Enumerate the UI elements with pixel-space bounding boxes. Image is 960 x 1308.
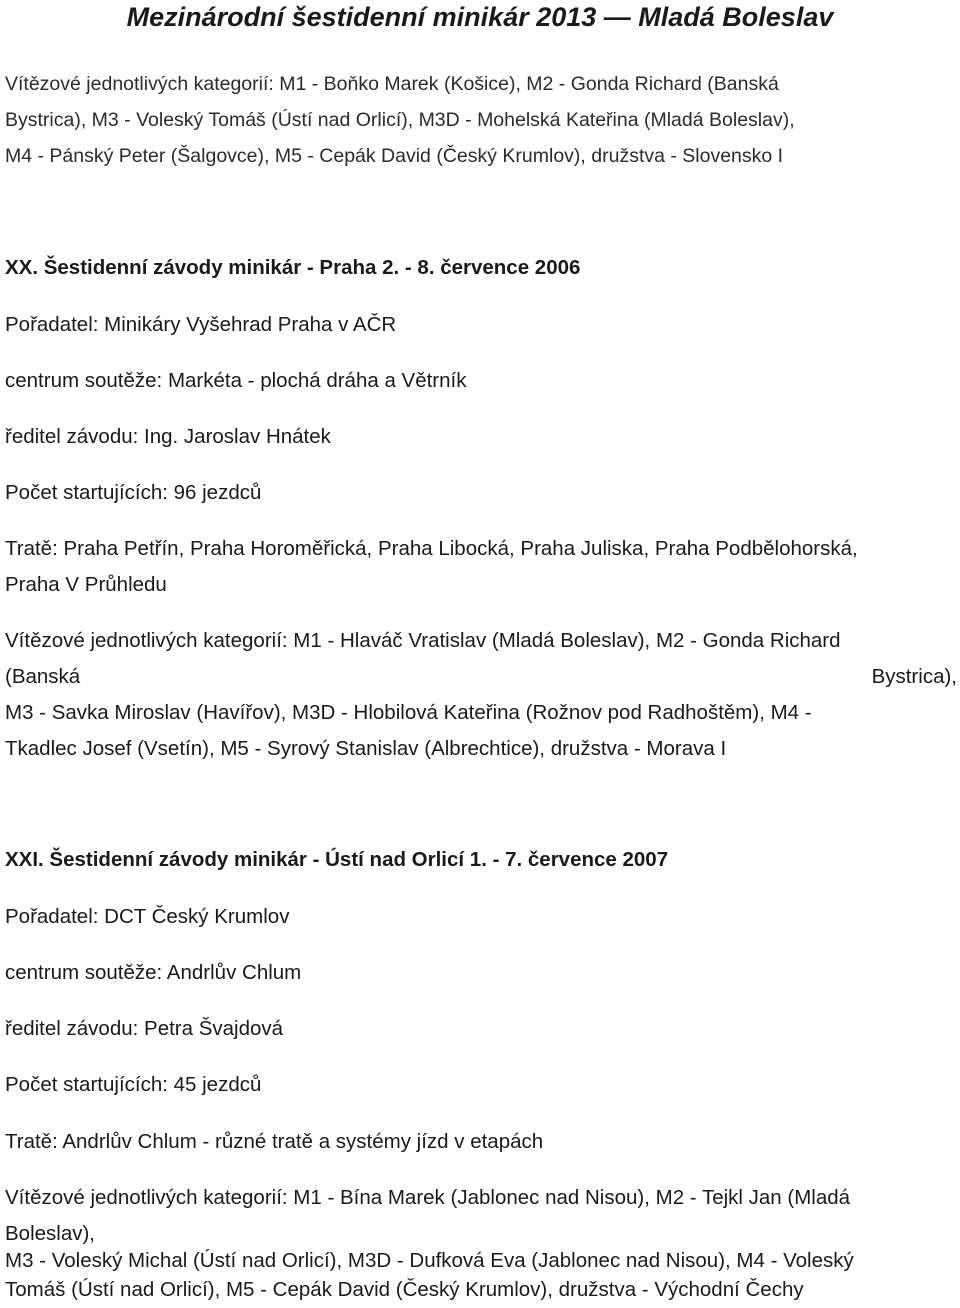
- section-xx-heading: XX. Šestidenní závody minikár - Praha 2. - 8. července 2006: [5, 256, 581, 279]
- section-xxi-winners: Boleslav),: [5, 1222, 96, 1245]
- section-xx-director: ředitel závodu: Ing. Jaroslav Hnátek: [5, 425, 331, 448]
- section-xxi-winners: Vítězové jednotlivých kategorií: M1 - Bína Marek (Jablonec nad Nisou), M2 - Tejkl Jan (Mladá: [5, 1186, 851, 1209]
- winners-fragment: Bystrica),: [871, 665, 957, 688]
- intro-line: Vítězové jednotlivých kategorií: M1 - Boňko Marek (Košice), M2 - Gonda Richard (Banská: [5, 73, 779, 95]
- document-title: Mezinárodní šestidenní minikár 2013 — Mladá Boleslav: [126, 2, 834, 32]
- section-xxi-director: ředitel závodu: Petra Švajdová: [5, 1017, 284, 1040]
- section-xx-winners: M3 - Savka Miroslav (Havířov), M3D - Hlobilová Kateřina (Rožnov pod Radhoštěm), M4 -: [5, 701, 812, 724]
- winners-fragment: (Banská: [5, 665, 81, 688]
- section-xx-tracks: Tratě: Praha Petřín, Praha Horoměřická, Praha Libocká, Praha Juliska, Praha Podbělohorská,: [5, 537, 858, 560]
- section-xx-winners: Tkadlec Josef (Vsetín), M5 - Syrový Stanislav (Albrechtice), družstva - Morava I: [5, 737, 727, 760]
- section-xx-winners: Vítězové jednotlivých kategorií: M1 - Hlaváč Vratislav (Mladá Boleslav), M2 - Gonda Richard: [5, 629, 841, 652]
- section-xx-center: centrum soutěže: Markéta - plochá dráha a Větrník: [5, 369, 467, 392]
- section-xxi-starters: Počet startujících: 45 jezdců: [5, 1073, 262, 1096]
- section-xxi-tracks: Tratě: Andrlův Chlum - různé tratě a systémy jízd v etapách: [5, 1130, 544, 1153]
- section-xxi-organizer: Pořadatel: DCT Český Krumlov: [5, 905, 290, 928]
- section-xx-winners: [5, 659, 957, 695]
- section-xxi-center: centrum soutěže: Andrlův Chlum: [5, 961, 302, 984]
- section-xx-organizer: Pořadatel: Minikáry Vyšehrad Praha v AČR: [5, 313, 397, 336]
- section-xxi-winners: Tomáš (Ústí nad Orlicí), M5 - Cepák David (Český Krumlov), družstva - Východní Čechy: [5, 1278, 804, 1301]
- section-xx-starters: Počet startujících: 96 jezdců: [5, 481, 262, 504]
- section-xx-tracks: Praha V Průhledu: [5, 573, 167, 596]
- section-xxi-heading: XXI. Šestidenní závody minikár - Ústí nad Orlicí 1. - 7. července 2007: [5, 848, 669, 871]
- section-xxi-winners: M3 - Voleský Michal (Ústí nad Orlicí), M3D - Dufková Eva (Jablonec nad Nisou), M4 - Voleský: [5, 1249, 854, 1272]
- intro-line: M4 - Pánský Peter (Šalgovce), M5 - Cepák David (Český Krumlov), družstva - Slovensko I: [5, 145, 784, 167]
- intro-line: Bystrica), M3 - Voleský Tomáš (Ústí nad Orlicí), M3D - Mohelská Kateřina (Mladá Boleslav),: [5, 109, 795, 131]
